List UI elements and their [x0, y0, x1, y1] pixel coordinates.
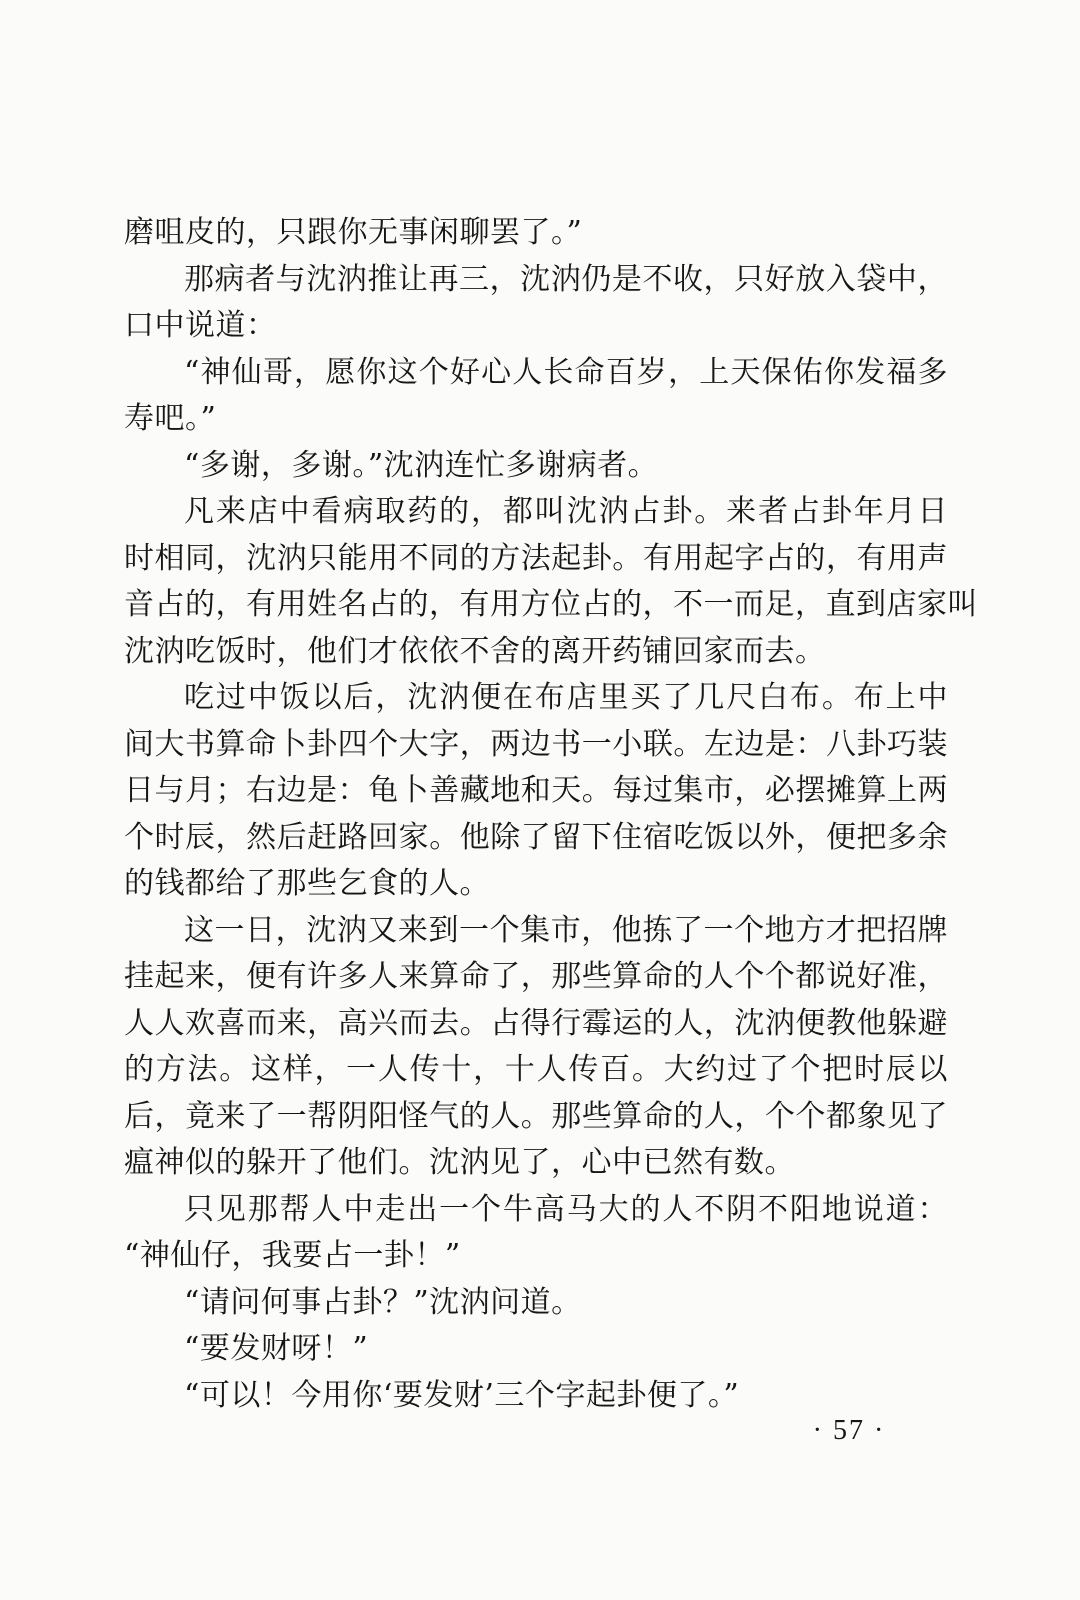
text-line: 挂起来，便有许多人来算命了，那些算命的人个个都说好准，	[124, 959, 948, 994]
text-line: “请问何事占卦？”沈汭问道。	[184, 1284, 582, 1320]
text-line: “神仙哥，愿你这个好心人长命百岁，上天保佑你发福多	[184, 354, 948, 390]
text-line: 的钱都给了那些乞食的人。	[124, 866, 490, 901]
text-line: 磨咀皮的，只跟你无事闲聊罢了。”	[124, 215, 583, 250]
text-line: 人人欢喜而来，高兴而去。占得行霉运的人，沈汭便教他躲避	[124, 1005, 948, 1041]
page-number: · 57 ·	[812, 1415, 886, 1446]
text-line: 间大书算命卜卦四个大字，两边书一小联。左边是：八卦巧装	[124, 726, 948, 762]
text-line: 后，竟来了一帮阴阳怪气的人。那些算命的人，个个都象见了	[124, 1098, 948, 1134]
text-line: “可以！今用你‘要发财’三个字起卦便了。”	[184, 1377, 740, 1413]
text-line: 寿吧。”	[124, 401, 217, 436]
text-line: 的方法。这样，一人传十，十人传百。大约过了个把时辰以	[124, 1052, 948, 1087]
text-line: “要发财呀！”	[184, 1331, 369, 1366]
text-line: 吃过中饭以后，沈汭便在布店里买了几尺白布。布上中	[184, 680, 948, 715]
text-line: 口中说道：	[124, 308, 277, 343]
text-line: 沈汭吃饭时，他们才依依不舍的离开药铺回家而去。	[124, 633, 826, 669]
text-line: 那病者与沈汭推让再三，沈汭仍是不收，只好放入袋中，	[184, 261, 948, 297]
body-text	[124, 210, 978, 1419]
text-line: “神仙仔，我要占一卦！”	[124, 1238, 461, 1273]
text-line: 日与月；右边是：龟卜善藏地和天。每过集市，必摆摊算上两	[124, 773, 948, 808]
text-line: 只见那帮人中走出一个牛高马大的人不阴不阳地说道：	[184, 1191, 948, 1227]
text-line: 凡来店中看病取药的，都叫沈汭占卦。来者占卦年月日	[184, 494, 948, 529]
text-line: 个时辰，然后赶路回家。他除了留下住宿吃饭以外，便把多余	[124, 819, 948, 855]
text-line: 瘟神似的躲开了他们。沈汭见了，心中已然有数。	[124, 1145, 795, 1180]
text-line: “多谢，多谢。”沈汭连忙多谢病者。	[184, 447, 659, 483]
text-line: 时相同，沈汭只能用不同的方法起卦。有用起字占的，有用声	[124, 540, 948, 576]
text-line: 这一日，沈汭又来到一个集市，他拣了一个地方才把招牌	[184, 912, 948, 948]
text-line: 音占的，有用姓名占的，有用方位占的，不一而足，直到店家叫	[124, 587, 978, 622]
